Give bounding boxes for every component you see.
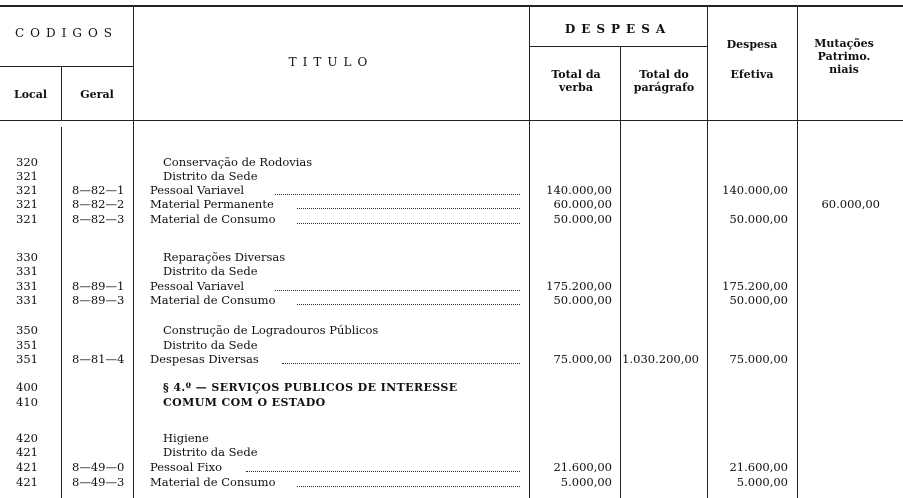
row-despesa-efetiva: 175.200,00	[722, 279, 788, 293]
row-local-code: 350	[16, 323, 38, 337]
col-sep-efetiva-mutacoes	[797, 7, 798, 498]
row-geral-code: 8—81—4	[72, 352, 125, 366]
row-local-code: 321	[16, 169, 38, 183]
row-titulo: Distrito da Sede	[163, 264, 258, 278]
row-geral-code: 8—89—1	[72, 279, 125, 293]
header-bottom-rule	[0, 120, 903, 121]
row-local-code: 331	[16, 264, 38, 278]
leader-dots	[282, 363, 520, 364]
header-titulo: TITULO	[288, 55, 374, 69]
row-despesa-efetiva: 75.000,00	[729, 352, 788, 366]
row-local-code: 351	[16, 338, 38, 352]
row-mutacoes: 60.000,00	[821, 197, 880, 211]
row-titulo: Distrito da Sede	[163, 338, 258, 352]
row-total-verba: 175.200,00	[546, 279, 612, 293]
row-titulo: Material de Consumo	[150, 212, 276, 226]
row-titulo: Reparações Diversas	[163, 250, 286, 264]
row-local-code: 321	[16, 183, 38, 197]
header-codigos: CODIGOS	[14, 26, 119, 40]
header-total-paragrafo: Total do parágrafo	[633, 68, 695, 94]
row-geral-code: 8—82—2	[72, 197, 125, 211]
row-geral-code: 8—89—3	[72, 293, 125, 307]
row-titulo: COMUM COM O ESTADO	[163, 396, 326, 409]
row-local-code: 331	[16, 279, 38, 293]
row-titulo: Conservação de Rodovias	[163, 155, 313, 169]
row-titulo: Pessoal Fixo	[150, 460, 223, 474]
row-despesa-efetiva: 140.000,00	[722, 183, 788, 197]
leader-dots	[275, 290, 520, 291]
col-sep-titulo-verba	[529, 7, 530, 498]
row-total-verba: 50.000,00	[553, 293, 612, 307]
row-total-verba: 5.000,00	[560, 475, 612, 489]
row-titulo: § 4.º — SERVIÇOS PUBLICOS DE INTERESSE	[163, 381, 458, 394]
row-titulo: Material Permanente	[150, 197, 274, 211]
header-mutacoes: Mutações Patrimo. niais	[814, 37, 874, 76]
row-total-paragrafo: 1.030.200,00	[622, 352, 699, 366]
row-geral-code: 8—82—1	[72, 183, 125, 197]
row-despesa-efetiva: 50.000,00	[729, 293, 788, 307]
header-local: Local	[13, 88, 48, 101]
row-titulo: Distrito da Sede	[163, 445, 258, 459]
row-titulo: Construção de Logradouros Públicos	[163, 323, 379, 337]
header-despesa-efetiva-1: Despesa	[726, 38, 778, 51]
row-despesa-efetiva: 50.000,00	[729, 212, 788, 226]
row-local-code: 410	[16, 395, 38, 409]
row-geral-code: 8—82—3	[72, 212, 125, 226]
row-titulo: Material de Consumo	[150, 293, 276, 307]
row-local-code: 320	[16, 155, 38, 169]
col-sep-verba-paragrafo	[620, 46, 621, 498]
header-total-verba: Total da verba	[551, 68, 601, 94]
row-titulo: Material de Consumo	[150, 475, 276, 489]
row-local-code: 351	[16, 352, 38, 366]
col-sep-codigos-titulo	[133, 7, 134, 498]
row-total-verba: 60.000,00	[553, 197, 612, 211]
row-local-code: 420	[16, 431, 38, 445]
row-local-code: 321	[16, 197, 38, 211]
row-local-code: 421	[16, 475, 38, 489]
leader-dots	[297, 304, 520, 305]
col-sep-local-geral-body	[61, 127, 62, 498]
leader-dots	[297, 223, 520, 224]
row-geral-code: 8—49—3	[72, 475, 125, 489]
row-titulo: Pessoal Variavel	[150, 183, 245, 197]
row-total-verba: 21.600,00	[553, 460, 612, 474]
row-despesa-efetiva: 21.600,00	[729, 460, 788, 474]
header-despesa-efetiva-2: Efetiva	[730, 68, 774, 81]
leader-dots	[275, 194, 520, 195]
top-rule	[0, 5, 903, 7]
row-local-code: 421	[16, 445, 38, 459]
header-geral: Geral	[80, 88, 114, 101]
row-total-verba: 75.000,00	[553, 352, 612, 366]
row-local-code: 421	[16, 460, 38, 474]
row-titulo: Despesas Diversas	[150, 352, 259, 366]
despesa-underline	[529, 46, 707, 47]
row-total-verba: 50.000,00	[553, 212, 612, 226]
row-local-code: 321	[16, 212, 38, 226]
row-despesa-efetiva: 5.000,00	[736, 475, 788, 489]
leader-dots	[297, 486, 520, 487]
leader-dots	[246, 471, 520, 472]
leader-dots	[297, 208, 520, 209]
row-total-verba: 140.000,00	[546, 183, 612, 197]
row-local-code: 330	[16, 250, 38, 264]
row-geral-code: 8—49—0	[72, 460, 125, 474]
row-local-code: 331	[16, 293, 38, 307]
row-titulo: Higiene	[163, 431, 209, 445]
codigos-underline	[0, 66, 133, 67]
header-despesa: DESPESA	[564, 22, 672, 36]
row-titulo: Pessoal Variavel	[150, 279, 245, 293]
row-titulo: Distrito da Sede	[163, 169, 258, 183]
row-local-code: 400	[16, 380, 38, 394]
